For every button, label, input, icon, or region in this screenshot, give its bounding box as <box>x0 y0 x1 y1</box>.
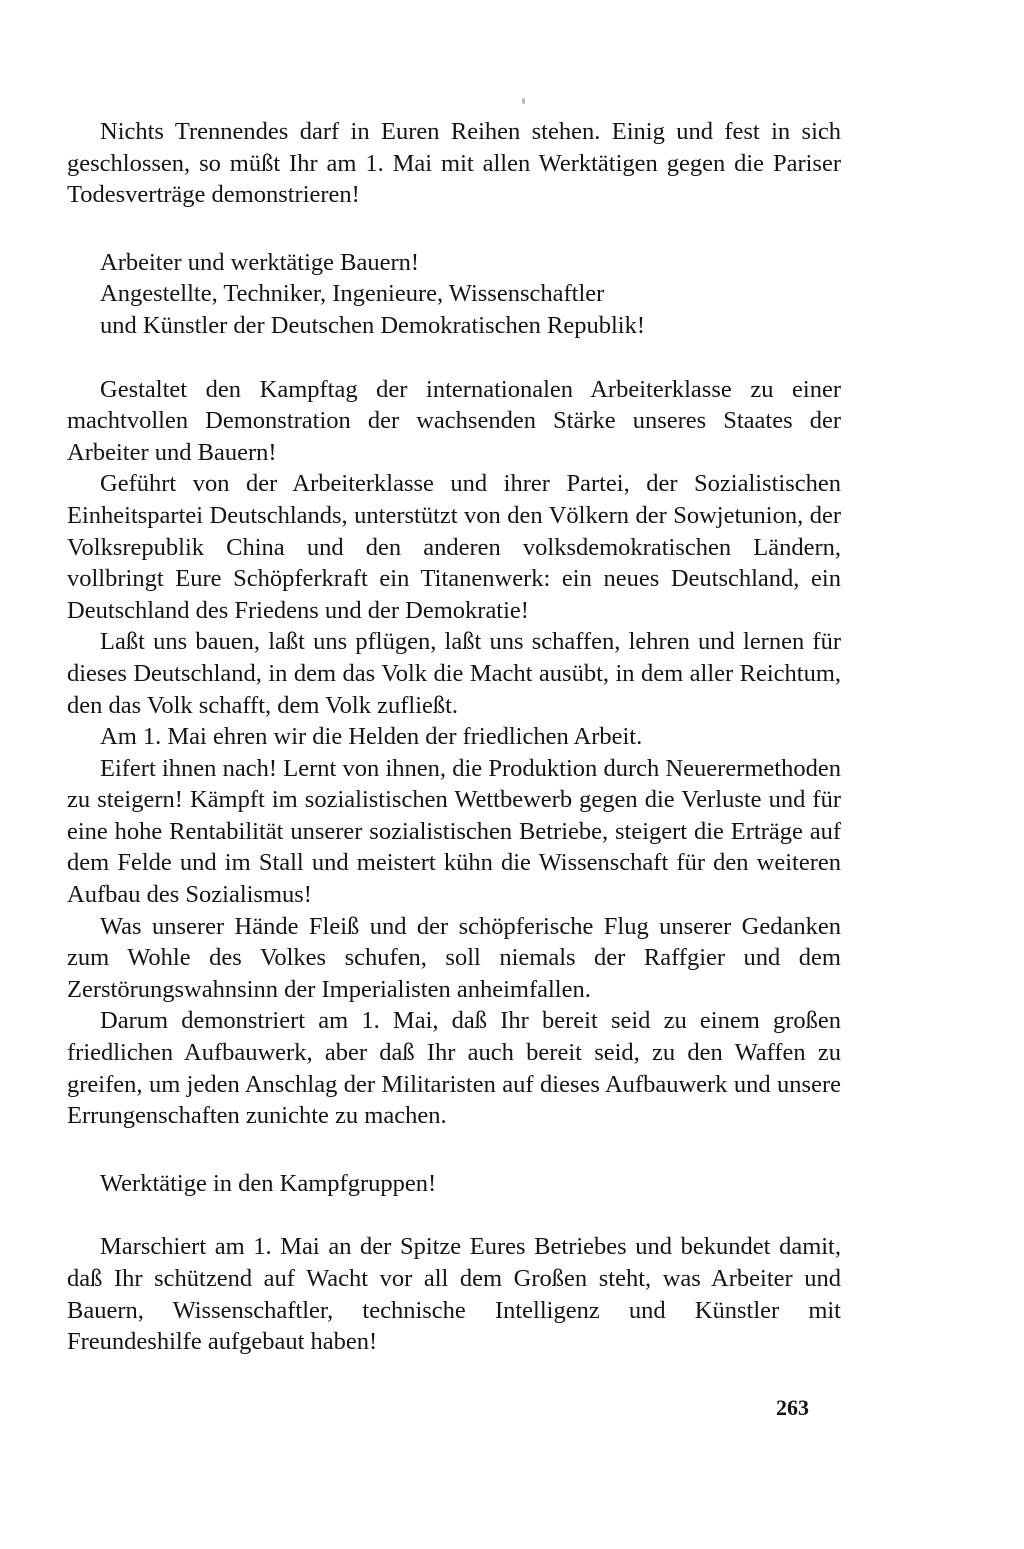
address-line-3: und Künstler der Deutschen Demokratischen Republik! <box>100 311 645 339</box>
paragraph-kampftag: Gestaltet den Kampftag der internationalen Arbeiterklasse zu einer machtvollen Demonstration der wachsenden Stärke unseres Staates der Arbeiter und Bauern! <box>67 375 841 466</box>
address-kampfgruppen-line: Werktätige in den Kampfgruppen! <box>100 1169 437 1197</box>
paragraph-unity: Nichts Trennendes darf in Euren Reihen stehen. Einig und fest in sich geschlossen, so müßt Ihr am 1. Mai mit allen Werktätigen gegen die Pariser Todesverträge demonstrieren! <box>67 118 841 209</box>
paragraph-helden: Am 1. Mai ehren wir die Helden der friedlichen Arbeit. <box>100 723 643 751</box>
paragraph-fleiss: Was unserer Hände Fleiß und der schöpferische Flug unserer Gedanken zum Wohle des Volkes schufen, soll niemals der Raffgier und dem Zerstörungswahnsinn der Imperialisten anheimfallen. <box>67 912 841 1003</box>
body-text <box>67 116 841 1358</box>
address-line-1: Arbeiter und werktätige Bauern! <box>100 248 420 276</box>
scan-speck <box>522 98 525 104</box>
paragraph-eifert: Eifert ihnen nach! Lernt von ihnen, die Produktion durch Neuerermethoden zu steigern! Kämpft im sozialistischen Wettbewerb gegen die Verluste und für eine hohe Rentabilität unserer sozialistischen Betriebe, steigert die Erträge auf dem Felde und im Stall und meistert kühn die Wissenschaft für den weiteren Aufbau des Sozialismus! <box>67 754 841 909</box>
page-number: 263 <box>776 1395 809 1420</box>
paragraph-bauen: Laßt uns bauen, laßt uns pflügen, laßt uns schaffen, lehren und lernen für dieses Deutschland, in dem das Volk die Macht ausübt, in dem aller Reichtum, den das Volk schafft, dem Volk zufließt. <box>67 628 841 719</box>
paragraph-gefuehrt: Geführt von der Arbeiterklasse und ihrer Partei, der Sozialistischen Einheitspartei Deutschlands, unterstützt von den Völkern der Sowjetunion, der Volksrepublik China und den anderen volksdemokratischen Ländern, vollbringt Eure Schöpferkraft ein Titanenwerk: ein neues Deutschland, ein Deutschland des Friedens und der Demokratie! <box>67 470 841 624</box>
paragraph-marschiert: Marschiert am 1. Mai an der Spitze Eures Betriebes und bekundet damit, daß Ihr schützend auf Wacht vor all dem Großen steht, was Arbeiter und Bauern, Wissenschaftler, technische Intelligenz und Künstler mit Freundeshilfe aufgebaut haben! <box>67 1233 841 1356</box>
address-line-2: Angestellte, Techniker, Ingenieure, Wissenschaftler <box>100 280 605 308</box>
paragraph-darum: Darum demonstriert am 1. Mai, daß Ihr bereit seid zu einem großen friedlichen Aufbauwerk, aber daß Ihr auch bereit seid, zu den Waffen zu greifen, um jeden Anschlag der Militaristen auf dieses Aufbauwerk und unsere Errungenschaften zunichte zu machen. <box>67 1007 841 1130</box>
address-kampfgruppen <box>67 1168 841 1200</box>
address-workers <box>67 247 841 342</box>
